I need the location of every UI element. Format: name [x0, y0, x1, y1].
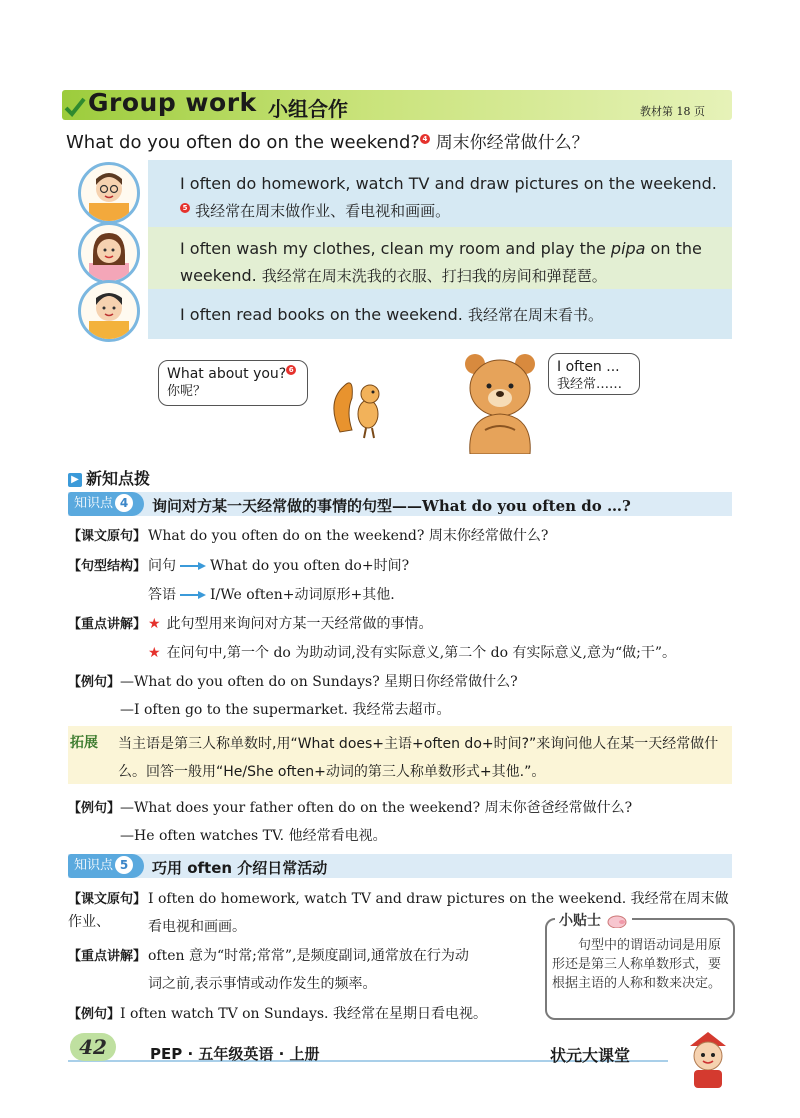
star-icon: ★ [148, 645, 161, 661]
tip-title-text: 小贴士 [559, 913, 601, 929]
play-arrow-icon: ▶ [68, 473, 82, 487]
kp4-source-text: What do you often do on the weekend? 周末你经常做什么? [148, 528, 549, 544]
dialogue-3-cn: 我经常在周末看书。 [467, 306, 603, 324]
kp5-source-text: I often do homework, watch TV and draw pictures on the weekend. 我经常在周末做作业、 [68, 891, 729, 930]
kp4-source-label: 【课文原句】 [68, 529, 147, 544]
dialogue-3-en: I often read books on the weekend. [180, 305, 463, 324]
page-number: 42 [70, 1033, 116, 1061]
dialogue-2-en-b: on the weekend. [180, 239, 702, 285]
header-title-cn: 小组合作 [268, 97, 348, 121]
star-icon: ★ [148, 616, 161, 632]
note-marker: 5 [180, 203, 190, 213]
page-reference: 教材第 18 页 [640, 105, 705, 118]
kp5-example-text: I often watch TV on Sundays. 我经常在星期日看电视。 [120, 1006, 487, 1022]
kp5-number: 5 [115, 856, 133, 874]
ex3-row-2 [120, 825, 387, 847]
avatar-boy-glasses [78, 162, 140, 224]
question-en: What do you often do on the weekend? [66, 132, 420, 153]
question-line [66, 128, 589, 153]
note-marker: 6 [286, 365, 296, 375]
boy-glasses-icon [81, 165, 137, 221]
dialogue-line-3 [180, 301, 725, 329]
avatar-column [68, 160, 148, 339]
kp5-key-row [68, 945, 469, 968]
kp5-key-row-2 [148, 973, 376, 995]
pig-icon [606, 914, 628, 928]
kp4-source-row [68, 525, 548, 548]
kp4-key-1: 此句型用来询问对方某一天经常做的事情。 [166, 616, 433, 632]
avatar-boy [78, 280, 140, 342]
ex3-line-1: —What does your father often do on the weekend? 周末你爸爸经常做什么? [120, 800, 633, 816]
bubble-right-en: I often ... [557, 359, 620, 375]
kp4-answer-label: 答语 [148, 587, 176, 603]
section-heading [68, 466, 150, 489]
arrow-right-icon [180, 562, 206, 570]
kp4-tag [68, 492, 144, 516]
header-title-en: Group work [88, 88, 257, 117]
mascot-icon [680, 1030, 736, 1090]
boy-icon [81, 283, 137, 339]
kp5-key-cont: 词之前,表示事情或动作发生的频率。 [148, 976, 377, 992]
ex3-row [68, 797, 632, 820]
kp4-tag-label: 知识点 [74, 496, 114, 511]
kp4-structure-label: 【句型结构】 [68, 559, 147, 574]
dialogue-2-en-italic: pipa [610, 239, 646, 258]
tip-title [555, 910, 632, 930]
kp5-example-label: 【例句】 [68, 1007, 121, 1022]
kp5-source-cont: 看电视和画画。 [148, 919, 246, 935]
kp4-title: 询问对方某一天经常做的事情的句型——What do you often do …? [152, 497, 631, 515]
dialogue-1-en: I often do homework, watch TV and draw pictures on the weekend. [180, 174, 717, 193]
speech-bubble-left [158, 360, 308, 406]
kp5-key-label: 【重点讲解】 [68, 949, 147, 964]
kp4-key-2: 在问句中,第一个 do 为助动词,没有实际意义,第二个 do 有实际意义,意为“做;干”。 [166, 645, 676, 661]
girl-icon [81, 225, 137, 281]
kp4-key-label: 【重点讲解】 [68, 617, 147, 632]
ex3-line-2: —He often watches TV. 他经常看电视。 [120, 828, 387, 844]
kp4-answer-row [148, 584, 395, 606]
bubble-right-cn: 我经常…… [557, 377, 623, 392]
note-marker: 4 [420, 134, 430, 144]
bubble-left-cn: 你呢？ [167, 384, 207, 399]
kp5-source-label: 【课文原句】 [68, 892, 147, 907]
kp5-key-text: often 意为“时常;常常”,是频度副词,通常放在行为动 [148, 948, 469, 964]
kp4-key-row [68, 613, 433, 636]
dialogue-1-cn: 我经常在周末做作业、看电视和画画。 [195, 202, 451, 220]
bear-icon [455, 350, 545, 454]
dialogue-2-en-a: I often wash my clothes, clean my room and play the [180, 239, 611, 258]
kp4-question-text: What do you often do+时间? [210, 558, 410, 574]
kp4-structure-row [68, 555, 409, 578]
kp4-example-2: —I often go to the supermarket. 我经常去超市。 [120, 702, 451, 718]
ex3-label: 【例句】 [68, 801, 121, 816]
section-title: 新知点拨 [86, 469, 151, 488]
speech-bubble-right [548, 353, 640, 395]
brand-name: 状元大课堂 [550, 1046, 631, 1065]
kp4-question-label: 问句 [148, 558, 176, 574]
kp4-example-1: —What do you often do on Sundays? 星期日你经常做什么? [120, 674, 518, 690]
tip-text: 句型中的谓语动词是用原形还是第三人称单数形式，要根据主语的人称和数来决定。 [552, 938, 722, 991]
kp5-tag [68, 854, 144, 878]
dialogue-line-1 [180, 170, 725, 225]
squirrel-icon [330, 372, 392, 442]
book-title: PEP · 五年级英语 · 上册 [150, 1045, 320, 1063]
check-mark-icon [64, 96, 86, 118]
kp4-example-label: 【例句】 [68, 675, 121, 690]
bubble-left-en: What about you? [167, 366, 287, 382]
dialogue-2-cn: 我经常在周末洗我的衣服、打扫我的房间和弹琵琶。 [261, 267, 607, 285]
kp5-title: 巧用 often 介绍日常活动 [152, 859, 328, 877]
kp4-example-row [68, 671, 518, 694]
extension-text: 当主语是第三人称单数时,用“What does+主语+often do+时间?”来询问他人在某一天经常做什么。回答一般用“He/She often+动词的第三人称单数形式+其他.”。 [118, 736, 719, 780]
extension-badge: 拓展 [70, 735, 98, 751]
kp4-example-row-2 [120, 699, 450, 721]
arrow-right-icon [180, 591, 206, 599]
avatar-girl [78, 222, 140, 284]
kp4-answer-text: I/We often+动词原形+其他. [210, 587, 395, 603]
kp4-number: 4 [115, 494, 133, 512]
kp5-source-row-2 [148, 916, 246, 938]
kp5-tag-label: 知识点 [74, 858, 114, 873]
kp5-example-row [68, 1003, 487, 1026]
dialogue-line-2 [180, 235, 725, 290]
kp4-key-row-2 [148, 642, 676, 664]
question-cn: 周末你经常做什么？ [435, 133, 589, 153]
